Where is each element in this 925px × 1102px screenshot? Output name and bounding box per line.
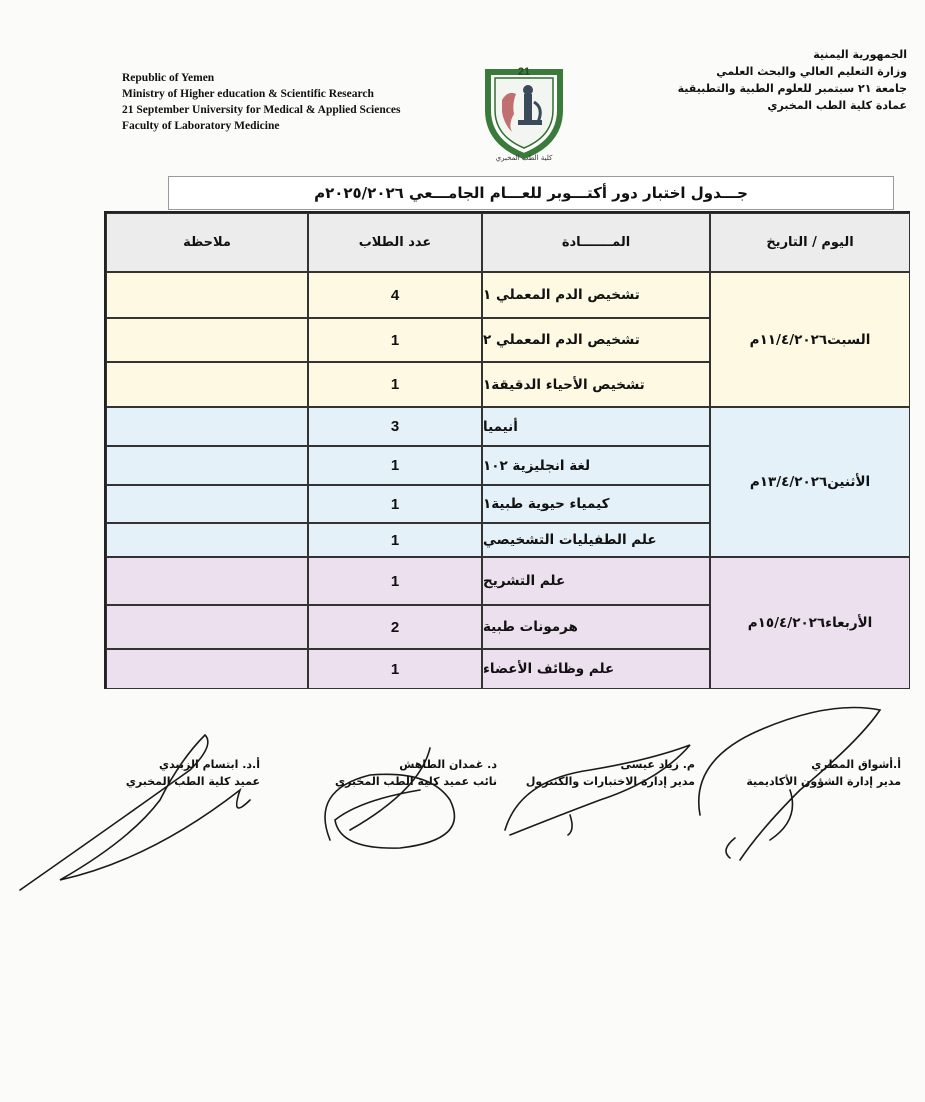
signer-title: نائب عميد كلية الطب المخبري [334,775,497,788]
signer-title: مدير إدارة الشؤون الأكاديمية [746,775,901,788]
day-cell-saturday: السبت١١/٤/٢٠٢٦م [710,272,910,407]
day-cell-monday: الأثنين١٣/٤/٢٠٢٦م [710,407,910,557]
signer-name: أ.أشواق المطري [811,758,901,771]
count-cell: 1 [308,362,482,407]
signer-name: م. زياد عيسى [620,758,695,771]
subject-cell: هرمونات طبية [482,605,710,649]
subject-cell: أنيميا [482,407,710,446]
arabic-header-line: جامعة ٢١ سبتمبر للعلوم الطبية والتطبيقية [677,82,907,95]
signature-scribble-vice-dean [325,748,454,848]
header-day-date: اليوم / التاريخ [710,213,910,272]
subject-cell: تشخيص الدم المعملي ٢ [482,318,710,362]
header-student-count: عدد الطلاب [308,213,482,272]
logo-caption: كلية الطب المخبري [495,154,553,162]
signature-scribble-dean [20,735,250,890]
arabic-header-line: وزارة التعليم العالي والبحث العلمي [716,65,907,78]
day-cell-wednesday: الأربعاء١٥/٤/٢٠٢٦م [710,557,910,689]
count-cell: 1 [308,446,482,485]
count-cell: 1 [308,485,482,523]
signature-scribble-academic [699,708,880,861]
count-cell: 1 [308,318,482,362]
english-header-line: Faculty of Laboratory Medicine [122,120,280,132]
subject-cell: علم وظائف الأعضاء [482,649,710,689]
header-subject: المـــــــادة [482,213,710,272]
schedule-title: جـــدول اختبار دور أكتـــوبر للعـــام الجامـــعي ٢٠٢٥/٢٠٢٦م [168,176,894,210]
arabic-header-line: عمادة كلية الطب المخبري [767,99,907,112]
english-header-line: Republic of Yemen [122,72,215,84]
count-cell: 2 [308,605,482,649]
logo-number: 21 [517,66,531,78]
subject-cell: كيمياء حيوية طبية١ [482,485,710,523]
subject-cell: لغة انجليزية ١٠٢ [482,446,710,485]
header-note: ملاحظة [106,213,308,272]
count-cell: 1 [308,649,482,689]
count-cell: 1 [308,523,482,557]
count-cell: 3 [308,407,482,446]
arabic-header-line: الجمهورية اليمنية [813,48,907,61]
signature-scribble-exams [505,745,690,835]
subject-cell: علم التشريح [482,557,710,605]
subject-cell: علم الطفيليات التشخيصي [482,523,710,557]
count-cell: 4 [308,272,482,318]
english-header-line: 21 September University for Medical & Applied Sciences [122,104,401,116]
signer-name: أ.د. ابتسام الزبيدي [158,758,260,771]
signer-name: د. غمدان الطاهش [399,758,497,771]
subject-cell: تشخيص الأحياء الدقيقة١ [482,362,710,407]
english-header-line: Ministry of Higher education & Scientific Research [122,88,374,100]
subject-cell: تشخيص الدم المعملي ١ [482,272,710,318]
signer-title: مدير إدارة الاختبارات والكنترول [525,775,695,788]
signer-title: عميد كلية الطب المخبري [125,775,260,788]
count-cell: 1 [308,557,482,605]
